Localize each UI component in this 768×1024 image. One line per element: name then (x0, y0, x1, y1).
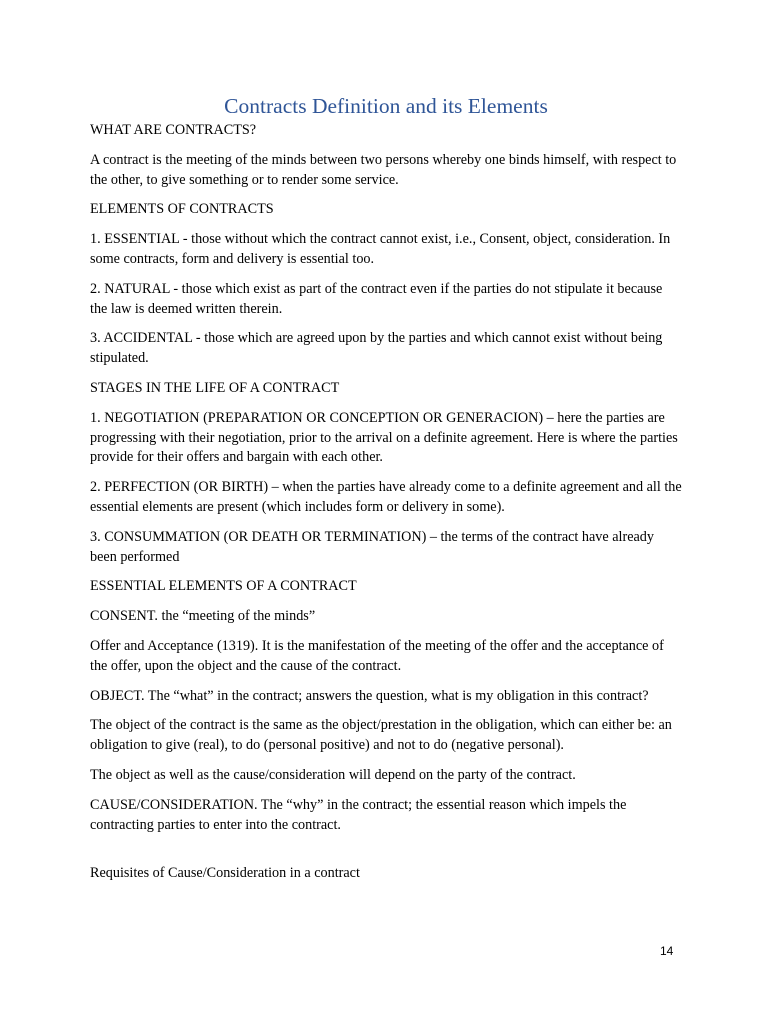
heading-stages-of-contract: STAGES IN THE LIFE OF A CONTRACT (90, 379, 340, 396)
paragraph-stage-negotiation: 1. NEGOTIATION (PREPARATION OR CONCEPTION OR GENERACION) – here the parties are progressing with their negotiation, prior to the arrival on a definite agreement. Here is where the parties provide for their offers and bargain with each other. (90, 409, 678, 466)
page-title: Contracts Definition and its Elements (224, 94, 548, 118)
document-page (90, 92, 682, 894)
paragraph-object: OBJECT. The “what” in the contract; answers the question, what is my obligation in this contract? (90, 687, 649, 704)
heading-elements-of-contracts: ELEMENTS OF CONTRACTS (90, 201, 274, 218)
paragraph-essential-elements: 1. ESSENTIAL - those without which the contract cannot exist, i.e., Consent, object, consideration. In some contracts, form and delivery is essential too. (90, 231, 671, 267)
paragraph-object-prestation: The object of the contract is the same as the object/prestation in the obligation, which can either be: an obligation to give (real), to do (personal positive) and not to do (negative personal). (90, 717, 672, 754)
paragraph-cause-consideration: CAUSE/CONSIDERATION. The “why” in the contract; the essential reason which impels the contracting parties to enter into the contract. (90, 796, 627, 833)
paragraph-natural-elements: 2. NATURAL - those which exist as part of the contract even if the parties do not stipulate it because the law is deemed written therein. (90, 280, 663, 317)
paragraph-object-cause-party: The object as well as the cause/consideration will depend on the party of the contract. (90, 766, 576, 783)
page-number: 14 (660, 944, 674, 958)
paragraph-consent: CONSENT. the “meeting of the minds” (90, 608, 316, 625)
heading-essential-elements-of-contract: ESSENTIAL ELEMENTS OF A CONTRACT (90, 578, 357, 595)
paragraph-contract-definition: A contract is the meeting of the minds between two persons whereby one binds himself, with respect to the other, to give something or to render some service. (90, 151, 677, 188)
paragraph-accidental-elements: 3. ACCIDENTAL - those which are agreed upon by the parties and which cannot exist without being stipulated. (90, 330, 663, 367)
paragraph-offer-acceptance: Offer and Acceptance (1319). It is the manifestation of the meeting of the offer and the acceptance of the offer, upon the object and the cause of the contract. (90, 637, 664, 674)
heading-what-are-contracts: WHAT ARE CONTRACTS? (90, 122, 257, 138)
paragraph-stage-perfection: 2. PERFECTION (OR BIRTH) – when the parties have already come to a definite agreement and all the essential elements are present (which includes form or delivery in some). (90, 479, 682, 515)
paragraph-stage-consummation: 3. CONSUMMATION (OR DEATH OR TERMINATION) – the terms of the contract have already been performed (90, 528, 654, 565)
paragraph-requisites-of-cause: Requisites of Cause/Consideration in a contract (90, 865, 360, 882)
